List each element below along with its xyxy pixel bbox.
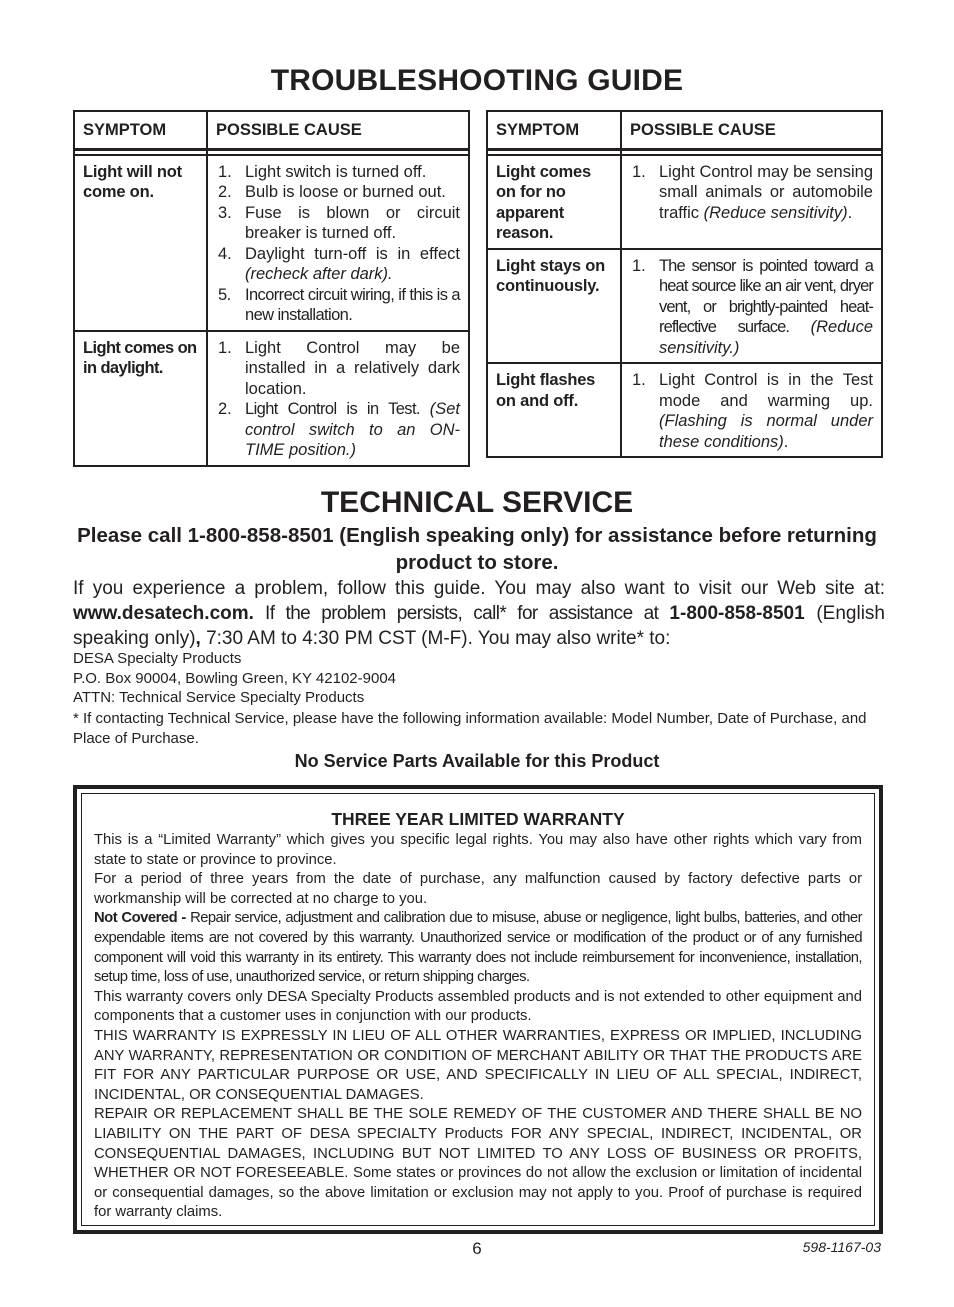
table-row [487,155,882,249]
possible-cause-header: POSSIBLE CAUSE [207,111,469,149]
symptom-cell: Light will not come on. [74,155,207,331]
intro-paragraph: If you experience a problem, follow this guide. You may also want to visit our Web site at: www.desatech.com. If the problem persists, call* for assistance at 1-800-858-8501 (English speaking only), 7:30 AM to 4:30 PM CST (M-F). You may also write* to: [73,578,885,649]
warranty-paragraph: THIS WARRANTY IS EXPRESSLY IN LIEU OF ALL OTHER WARRANTIES, EXPRESS OR IMPLIED, INCLUDING ANY WARRANTY, REPRESENTATION OR CONDITION OF MERCHANT ABILITY OR THAT THE PRODUCTS ARE FIT FOR ANY PARTICULAR PURPOSE OR USE, AND SPECIFICALLY IN LIEU OF ALL SPECIAL, INDIRECT, INCIDENTAL, OR CONSEQUENTIAL DAMAGES. [94,1027,862,1103]
symptom-header: SYMPTOM [487,111,621,149]
symptom-cell: Light comes on for no apparent reason. [487,155,621,249]
table-row [487,249,882,364]
document-number: 598-1167-03 [802,1239,881,1255]
troubleshooting-table-right [486,110,883,458]
symptom-cell: Light stays on continuously. [487,249,621,364]
table-row [74,155,469,331]
table-row [74,331,469,466]
troubleshooting-table-left [73,110,470,467]
warranty-box [73,785,883,1234]
warranty-text [94,831,862,1223]
phone-number: 1-800-858-8501 [669,603,805,624]
address-line: DESA Specialty Products [73,650,242,667]
page-title: TROUBLESHOOTING GUIDE [270,64,684,97]
warranty-paragraph: REPAIR OR REPLACEMENT SHALL BE THE SOLE REMEDY OF THE CUSTOMER AND THERE SHALL BE NO LIABILITY ON THE PART OF DESA SPECIALTY Products FOR ANY SPECIAL, INDIRECT, INCIDENTAL, OR CONSEQUENTIAL DAMAGES, INCLUDING BUT NOT LIMITED TO ANY LOSS OF BUSINESS OR PROFITS, WHETHER OR NOT FORESEEABLE. Some states or provinces do not allow the exclusion or limitation of incidental or consequential damages, so the above limitation or exclusion may not apply to you. Proof of purchase is required for warranty claims. [94,1106,862,1221]
cause-cell [621,363,882,457]
warranty-paragraph: This is a “Limited Warranty” which gives you specific legal rights. You may also have other rights which vary from state to state or province to province. [94,832,862,868]
cause-cell [207,155,469,331]
warranty-paragraph: For a period of three years from the date of purchase, any malfunction caused by factory defective parts or workmanship will be corrected at no charge to you. [94,871,862,907]
warranty-title: THREE YEAR LIMITED WARRANTY [331,809,625,829]
cause-item: 2. Light Control is in Test. (Set control switch to an ON-TIME position.) [218,400,460,459]
mailing-address [73,649,396,708]
cause-cell [621,249,882,364]
address-line: ATTN: Technical Service Specialty Products [73,689,365,706]
cause-cell [207,331,469,466]
contact-note: * If contacting Technical Service, please have the following information available: Model Number, Date of Purchase, and Place of Purchase. [73,710,867,747]
cause-cell [621,155,882,249]
no-parts-notice: No Service Parts Available for this Product [294,751,660,771]
cause-item: 1. Light Control is in the Test mode and warming up. (Flashing is normal under these conditions). [632,371,873,451]
address-line: P.O. Box 90004, Bowling Green, KY 42102-9004 [73,669,397,687]
table-row [487,363,882,457]
cause-item: 1. Light Control may be sensing small animals or automobile traffic (Reduce sensitivity). [632,162,873,222]
warranty-paragraph: Not Covered - Repair service, adjustment and calibration due to misuse, abuse or negligence, light bulbs, batteries, and other expendable items are not covered by this warranty. Unauthorized service or modification of the product or of any furnished component will void this warranty in its entirety. This warranty does not include reimbursement for inconvenience, installation, setup time, loss of use, unauthorized service, or return shipping charges. [94,910,862,986]
cause-item: 5. Incorrect circuit wiring, if this is a new installation. [218,285,460,324]
cause-item: 1. The sensor is pointed toward a heat source like an air vent, dryer vent, or brightly-painted heat-reflective surface. (Reduce sensitivity.) [632,256,873,357]
cause-item: 3. Fuse is blown or circuit breaker is turned off. [218,203,460,242]
table-header-row [487,111,882,149]
cause-item: 1. Light switch is turned off. [218,162,427,181]
call-heading: Please call 1-800-858-8501 (English speaking only) for assistance before returning product to store. [77,524,877,574]
website-link[interactable]: www.desatech.com. [73,603,254,624]
symptom-cell: Light flashes on and off. [487,363,621,457]
symptom-header: SYMPTOM [74,111,207,149]
cause-item: 1. Light Control may be installed in a relatively dark location. [218,338,460,398]
page-number: 6 [472,1239,482,1258]
cause-item: 2. Bulb is loose or burned out. [218,183,446,201]
symptom-cell: Light comes on in daylight. [74,331,207,466]
table-header-row [74,111,469,149]
warranty-paragraph: This warranty covers only DESA Specialty Products assembled products and is not extended to other equipment and components that a customer uses in conjunction with our products. [94,988,862,1025]
cause-item: 4. Daylight turn-off is in effect (recheck after dark). [218,244,460,283]
possible-cause-header: POSSIBLE CAUSE [621,111,882,149]
technical-service-title: TECHNICAL SERVICE [320,486,634,519]
